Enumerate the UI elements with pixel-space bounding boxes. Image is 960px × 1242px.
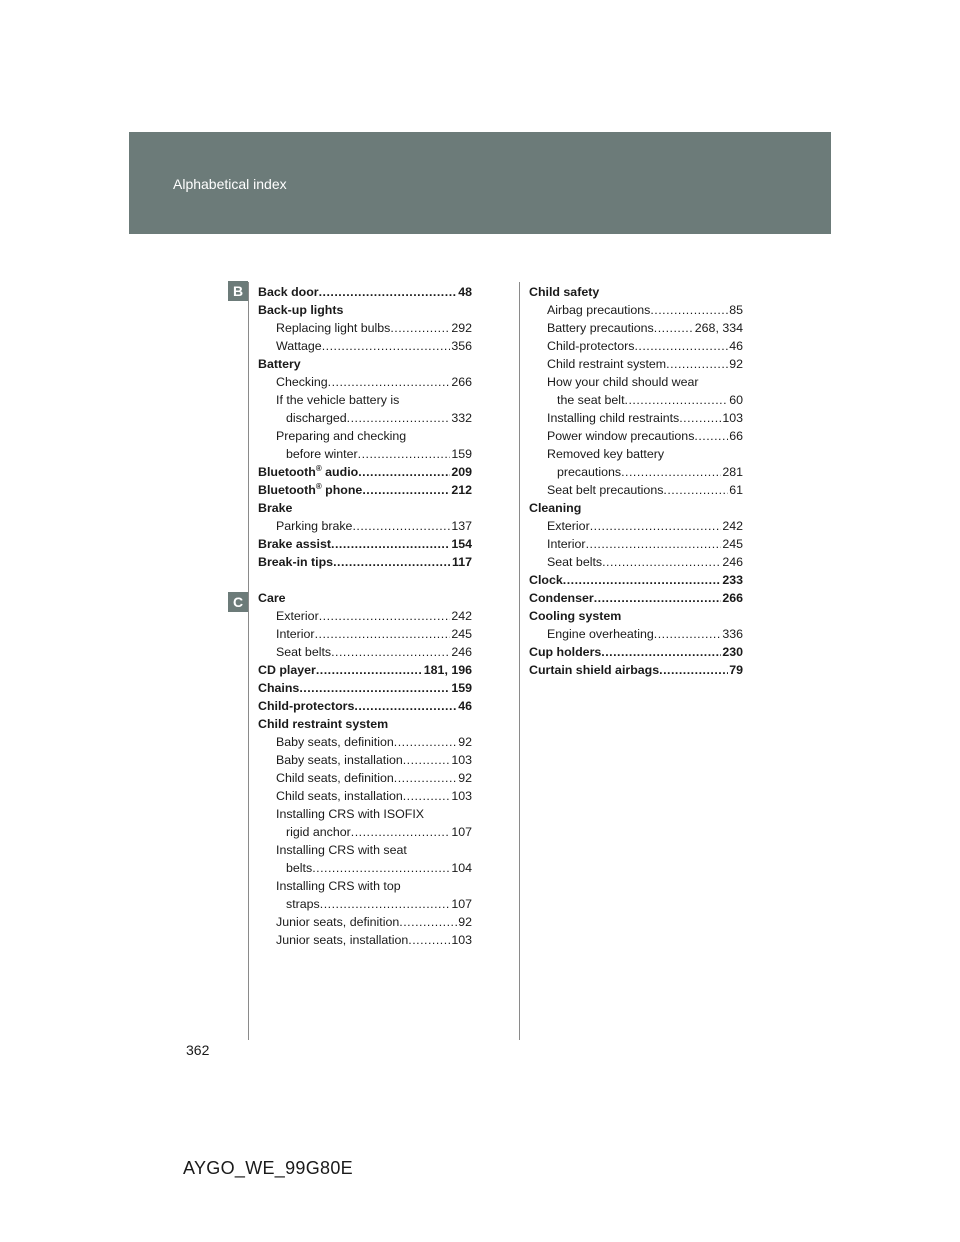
index-term-text: Junior seats, installation — [276, 933, 409, 947]
index-entry — [529, 283, 743, 301]
index-term — [547, 445, 664, 463]
index-term-text: Brake assist — [258, 537, 332, 551]
index-term-text: straps — [286, 897, 320, 911]
index-term-text: Cleaning — [529, 501, 582, 515]
index-term-text: Child-protectors — [258, 699, 355, 713]
index-entry — [258, 661, 472, 679]
center-rule — [519, 282, 520, 1040]
page-reference: 242 — [451, 609, 472, 623]
page-reference: 107 — [451, 897, 472, 911]
index-term — [258, 283, 319, 301]
index-term — [276, 877, 401, 895]
index-subentry — [258, 805, 472, 823]
index-subentry — [529, 301, 743, 319]
index-term — [547, 301, 650, 319]
index-term — [547, 535, 586, 553]
page-reference: 266 — [451, 375, 472, 389]
index-term-text: Preparing and checking — [276, 429, 407, 443]
dot-leader — [408, 931, 450, 949]
dot-leader — [319, 283, 458, 301]
index-subentry — [529, 373, 743, 391]
index-term — [276, 373, 328, 391]
index-term — [258, 715, 388, 733]
index-term-text: belts — [286, 861, 313, 875]
index-term — [529, 283, 599, 301]
index-term-text: rigid anchor — [286, 825, 351, 839]
dot-leader — [354, 697, 457, 715]
page-reference: 336 — [722, 627, 743, 641]
page-reference: 103 — [451, 789, 472, 803]
index-term — [258, 679, 299, 697]
dot-leader — [352, 517, 450, 535]
index-term — [258, 589, 286, 607]
page-reference: 159 — [451, 681, 472, 695]
registered-mark: ® — [315, 482, 322, 491]
index-term-text: Junior seats, definition — [276, 915, 400, 929]
index-term-text: Brake — [258, 501, 293, 515]
index-term-text: Installing CRS with top — [276, 879, 401, 893]
index-term — [258, 499, 292, 517]
dot-leader — [315, 625, 451, 643]
index-term — [286, 895, 320, 913]
index-term-text: Seat belts — [276, 645, 332, 659]
index-term — [276, 733, 394, 751]
index-term — [276, 607, 319, 625]
left-rule — [248, 282, 249, 1040]
page-reference: 181, 196 — [423, 663, 472, 677]
page-reference: 85 — [729, 303, 743, 317]
dot-leader — [621, 463, 721, 481]
page-reference: 268, 334 — [694, 321, 743, 335]
index-subentry — [258, 769, 472, 787]
page-reference: 233 — [722, 573, 743, 587]
index-subentry — [529, 337, 743, 355]
index-term-text: Interior — [276, 627, 315, 641]
index-subentry — [258, 913, 472, 931]
page-reference: 245 — [451, 627, 472, 641]
dot-leader — [312, 859, 450, 877]
index-term — [258, 481, 362, 499]
index-term — [529, 589, 594, 607]
dot-leader — [331, 535, 450, 553]
index-term-text: Back-up lights — [258, 303, 344, 317]
page-reference: 117 — [452, 555, 472, 569]
index-term-text: Bluetooth — [258, 465, 316, 479]
index-entry — [529, 607, 743, 625]
page-reference: 92 — [729, 357, 743, 371]
index-term — [286, 409, 347, 427]
index-term-text: Installing CRS with seat — [276, 843, 407, 857]
index-entry — [258, 553, 472, 571]
index-term — [276, 517, 352, 535]
index-subentry — [529, 355, 743, 373]
page-number: 362 — [186, 1042, 210, 1058]
dot-leader — [399, 913, 457, 931]
page-reference: 154 — [451, 537, 472, 551]
index-entry — [258, 481, 472, 499]
page-reference: 48 — [458, 285, 472, 299]
page-header — [129, 132, 831, 234]
index-term-text: Back door — [258, 285, 319, 299]
index-term — [547, 625, 654, 643]
dot-leader — [403, 751, 451, 769]
dot-leader — [594, 589, 722, 607]
dot-leader — [362, 481, 450, 499]
index-term-text: Child seats, definition — [276, 771, 394, 785]
index-term-text: discharged — [286, 411, 347, 425]
index-term — [547, 373, 699, 391]
index-term-text: Exterior — [547, 519, 590, 533]
page-reference: 230 — [722, 645, 743, 659]
dot-leader — [403, 787, 451, 805]
index-subentry — [258, 787, 472, 805]
letter-tab-b: B — [228, 281, 248, 301]
dot-leader — [358, 445, 451, 463]
dot-leader — [328, 373, 451, 391]
index-subentry — [258, 445, 472, 463]
index-subentry — [529, 481, 743, 499]
index-subentry — [258, 391, 472, 409]
index-entry — [258, 535, 472, 553]
dot-leader — [390, 319, 450, 337]
index-column-left — [258, 283, 472, 949]
page-reference: 92 — [458, 915, 472, 929]
index-term-text: Airbag precautions — [547, 303, 651, 317]
page-reference: 245 — [722, 537, 743, 551]
dot-leader — [358, 463, 450, 481]
index-entry — [529, 571, 743, 589]
index-term — [258, 463, 358, 481]
dot-leader — [331, 643, 450, 661]
dot-leader — [316, 661, 423, 679]
index-term — [276, 931, 408, 949]
dot-leader — [659, 661, 728, 679]
dot-leader — [679, 409, 721, 427]
index-entry — [529, 589, 743, 607]
index-term-text: CD player — [258, 663, 316, 677]
dot-leader — [650, 301, 728, 319]
index-term-text: Break-in tips — [258, 555, 334, 569]
index-subentry — [529, 517, 743, 535]
dot-leader — [394, 733, 457, 751]
index-term — [547, 553, 602, 571]
index-term-text: Checking — [276, 375, 328, 389]
index-subentry — [258, 643, 472, 661]
dot-leader — [601, 643, 721, 661]
index-term-text: How your child should wear — [547, 375, 699, 389]
index-term-text: before winter — [286, 447, 358, 461]
index-term-text: Baby seats, installation — [276, 753, 403, 767]
index-term — [529, 643, 601, 661]
index-subentry — [529, 535, 743, 553]
index-term — [286, 859, 312, 877]
index-subentry — [258, 823, 472, 841]
page-reference: 103 — [722, 411, 743, 425]
index-subentry — [258, 751, 472, 769]
document-code: AYGO_WE_99G80E — [183, 1158, 353, 1178]
index-term — [529, 661, 659, 679]
index-subentry — [529, 409, 743, 427]
index-entry — [529, 661, 743, 679]
index-subentry — [529, 319, 743, 337]
index-term-suffix: audio — [321, 465, 359, 479]
index-entry — [258, 589, 472, 607]
index-term-suffix: phone — [321, 483, 363, 497]
dot-leader — [654, 319, 694, 337]
index-term-text: Interior — [547, 537, 586, 551]
dot-leader — [590, 517, 722, 535]
letter-tab-c: C — [228, 592, 248, 612]
page-reference: 103 — [451, 933, 472, 947]
index-term-text: Wattage — [276, 339, 322, 353]
dot-leader — [347, 409, 451, 427]
index-term-text: Child-protectors — [547, 339, 635, 353]
index-term-text: Chains — [258, 681, 300, 695]
dot-leader — [634, 337, 728, 355]
index-term — [529, 571, 563, 589]
index-term — [276, 319, 390, 337]
page-reference: 356 — [451, 339, 472, 353]
index-subentry — [529, 445, 743, 463]
index-term — [258, 697, 354, 715]
page-reference: 246 — [722, 555, 743, 569]
page-reference: 79 — [729, 663, 743, 677]
page-reference: 246 — [451, 645, 472, 659]
index-term — [276, 913, 399, 931]
page-reference: 66 — [729, 429, 743, 443]
index-term-text: Engine overheating — [547, 627, 654, 641]
dot-leader — [319, 607, 451, 625]
index-subentry — [258, 733, 472, 751]
index-term-text: Replacing light bulbs — [276, 321, 391, 335]
index-term — [258, 301, 343, 319]
index-subentry — [258, 409, 472, 427]
page-reference: 107 — [451, 825, 472, 839]
index-term-text: Seat belt precautions — [547, 483, 664, 497]
dot-leader — [333, 553, 451, 571]
index-term — [276, 751, 403, 769]
index-term — [258, 553, 333, 571]
index-term-text: the seat belt — [557, 393, 625, 407]
index-entry — [258, 679, 472, 697]
index-term — [258, 661, 316, 679]
index-term — [547, 517, 590, 535]
index-term — [547, 427, 694, 445]
index-entry — [258, 499, 472, 517]
index-term — [258, 355, 301, 373]
index-term-text: Condenser — [529, 591, 594, 605]
index-term — [557, 391, 625, 409]
header-title: Alphabetical index — [173, 176, 287, 192]
index-term-text: Installing CRS with ISOFIX — [276, 807, 425, 821]
dot-leader — [320, 895, 451, 913]
index-term-text: Installing child restraints — [547, 411, 680, 425]
index-term — [276, 427, 406, 445]
index-term — [557, 463, 621, 481]
index-term — [547, 337, 634, 355]
index-term — [547, 481, 663, 499]
index-term — [547, 409, 679, 427]
page-reference: 266 — [722, 591, 743, 605]
page-reference: 104 — [451, 861, 472, 875]
page-reference: 46 — [458, 699, 472, 713]
index-subentry — [258, 319, 472, 337]
page-reference: 332 — [451, 411, 472, 425]
index-term — [258, 535, 331, 553]
index-term-text: Care — [258, 591, 286, 605]
index-term-text: Removed key battery — [547, 447, 665, 461]
dot-leader — [299, 679, 450, 697]
index-term-text: Clock — [529, 573, 563, 587]
index-term-text: Parking brake — [276, 519, 353, 533]
index-term — [276, 625, 315, 643]
dot-leader — [394, 769, 457, 787]
page-reference: 61 — [729, 483, 743, 497]
index-term-text: precautions — [557, 465, 622, 479]
index-subentry — [258, 859, 472, 877]
index-term — [547, 355, 666, 373]
index-subentry — [258, 895, 472, 913]
dot-leader — [586, 535, 722, 553]
index-term — [276, 841, 407, 859]
index-subentry — [258, 373, 472, 391]
index-term — [276, 787, 403, 805]
index-term-text: Child safety — [529, 285, 600, 299]
index-subentry — [529, 427, 743, 445]
index-term — [276, 643, 331, 661]
page-reference: 212 — [451, 483, 472, 497]
dot-leader — [694, 427, 728, 445]
index-column-right — [529, 283, 743, 679]
page-reference: 46 — [729, 339, 743, 353]
index-subentry — [258, 337, 472, 355]
index-subentry — [258, 931, 472, 949]
page-reference: 92 — [458, 735, 472, 749]
index-entry — [258, 283, 472, 301]
index-entry — [529, 643, 743, 661]
index-subentry — [258, 841, 472, 859]
index-entry — [258, 463, 472, 481]
page-reference: 242 — [722, 519, 743, 533]
dot-leader — [563, 571, 722, 589]
index-entry — [258, 715, 472, 733]
index-subentry — [529, 463, 743, 481]
index-term-text: Power window precautions — [547, 429, 695, 443]
index-entry — [258, 301, 472, 319]
index-subentry — [258, 877, 472, 895]
index-spacer — [258, 571, 472, 589]
dot-leader — [663, 481, 728, 499]
dot-leader — [654, 625, 722, 643]
index-subentry — [258, 625, 472, 643]
index-term — [276, 805, 424, 823]
index-term — [547, 319, 654, 337]
registered-mark: ® — [315, 464, 322, 473]
index-entry — [529, 499, 743, 517]
index-subentry — [529, 625, 743, 643]
index-term-text: Baby seats, definition — [276, 735, 394, 749]
index-term-text: Curtain shield airbags — [529, 663, 660, 677]
index-term — [286, 445, 358, 463]
index-term-text: Battery precautions — [547, 321, 654, 335]
index-term — [286, 823, 351, 841]
index-term-text: Cooling system — [529, 609, 622, 623]
index-term — [276, 769, 394, 787]
page-reference: 159 — [451, 447, 472, 461]
index-subentry — [258, 517, 472, 535]
page-reference: 92 — [458, 771, 472, 785]
page-reference: 292 — [451, 321, 472, 335]
dot-leader — [666, 355, 728, 373]
index-term — [529, 499, 581, 517]
page-reference: 103 — [451, 753, 472, 767]
index-subentry — [258, 427, 472, 445]
dot-leader — [602, 553, 721, 571]
index-term-text: Child seats, installation — [276, 789, 403, 803]
index-term-text: Seat belts — [547, 555, 603, 569]
dot-leader — [625, 391, 729, 409]
index-term-text: Bluetooth — [258, 483, 316, 497]
dot-leader — [351, 823, 451, 841]
index-term-text: Exterior — [276, 609, 319, 623]
index-term — [276, 337, 322, 355]
index-subentry — [258, 607, 472, 625]
index-term-text: Child restraint system — [258, 717, 389, 731]
index-subentry — [529, 553, 743, 571]
index-term — [529, 607, 621, 625]
index-entry — [258, 355, 472, 373]
index-term-text: Child restraint system — [547, 357, 667, 371]
page-reference: 60 — [729, 393, 743, 407]
dot-leader — [322, 337, 451, 355]
index-entry — [258, 697, 472, 715]
index-term-text: Battery — [258, 357, 301, 371]
page-reference: 209 — [451, 465, 472, 479]
index-term-text: If the vehicle battery is — [276, 393, 400, 407]
page-reference: 137 — [451, 519, 472, 533]
index-subentry — [529, 391, 743, 409]
index-term-text: Cup holders — [529, 645, 602, 659]
index-term — [276, 391, 399, 409]
page-reference: 281 — [722, 465, 743, 479]
